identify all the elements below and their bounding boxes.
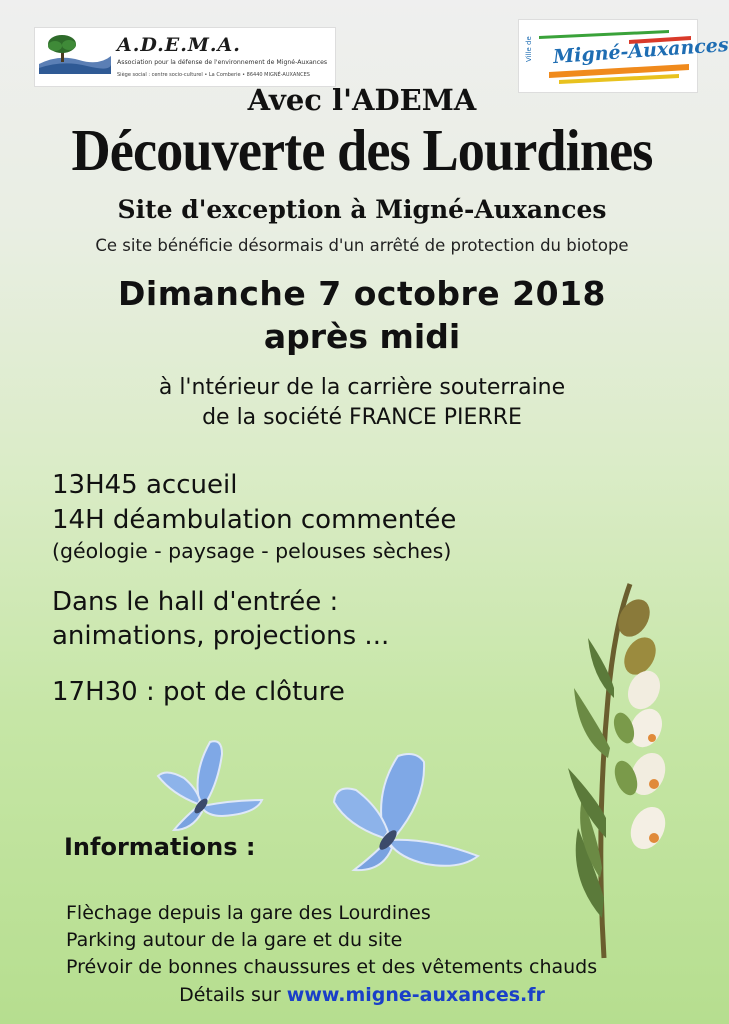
migne-auxances-logo (518, 19, 729, 93)
adema-logo (34, 27, 336, 87)
migne-prefix: Ville de (525, 36, 533, 62)
program-item: 13H45 accueil (52, 470, 238, 500)
butterfly-icon (152, 734, 270, 834)
event-time: après midi (263, 317, 461, 356)
program-item: 14H déambulation commentée (52, 505, 457, 535)
event-location-line1: à l'ntérieur de la carrière souterraine (158, 375, 566, 400)
info-heading: Informations : (64, 833, 256, 861)
program-item: animations, projections ... (52, 621, 390, 651)
event-location-line2: de la société FRANCE PIERRE (202, 405, 522, 430)
butterfly-icon (330, 746, 482, 878)
adema-address: Siège social : centre socio-culturel • La Comberie • 86440 MIGNÉ-AUXANCES (117, 72, 310, 78)
adema-tagline: Association pour la défense de l'environnement de Migné-Auxances (117, 59, 328, 66)
orchid-plant-icon (548, 578, 678, 958)
intro-line: Avec l'ADEMA (247, 83, 477, 117)
details-line (0, 984, 724, 1006)
program-item: 17H30 : pot de clôture (52, 677, 345, 707)
poster-subtitle: Site d'exception à Migné-Auxances (117, 195, 607, 224)
migne-name: Migné-Auxances (552, 33, 729, 69)
details-prefix: Détails sur (179, 984, 281, 1006)
info-line: Flèchage depuis la gare des Lourdines (66, 902, 431, 924)
protection-note: Ce site bénéficie désormais d'un arrêté de protection du biotope (95, 236, 629, 255)
program-item: (géologie - paysage - pelouses sèches) (52, 539, 452, 563)
poster-title: Découverte des Lourdines (71, 117, 653, 183)
website-link[interactable]: www.migne-auxances.fr (286, 984, 545, 1006)
program-item: Dans le hall d'entrée : (52, 587, 339, 617)
event-date: Dimanche 7 octobre 2018 (117, 274, 607, 313)
info-line: Parking autour de la gare et du site (66, 929, 403, 951)
tree-emblem-icon (39, 34, 111, 74)
info-line: Prévoir de bonnes chaussures et des vêtements chauds (66, 956, 598, 978)
adema-name: A.D.E.M.A. (117, 34, 241, 56)
